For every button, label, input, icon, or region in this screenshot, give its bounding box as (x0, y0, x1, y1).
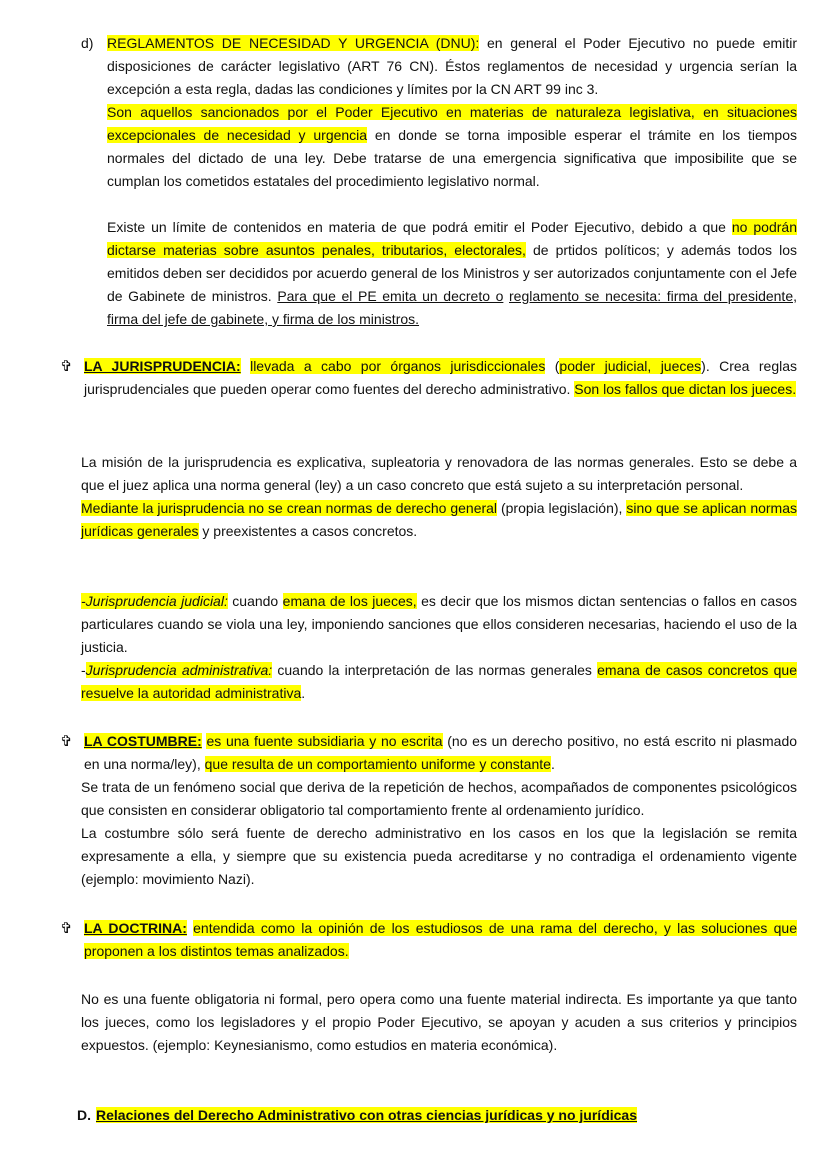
jurisprudencia-types: -Jurisprudencia judicial: cuando emana de los jueces, es decir que los mismos dictan sentencias o fallos en casos particulares cuando se viola una ley, imponiendo sanciones que ellos consideren necesarias, haciendo el uso de la justicia. -Jurisprudencia administrativa: cuando la interpretación de las normas generales emana de casos concretos que resuelve la autoridad administrativa. (81, 593, 798, 701)
cross-bullet-icon: ✞ (60, 358, 73, 375)
section-letter: D. (77, 1107, 91, 1123)
dnu-title: REGLAMENTOS DE NECESIDAD Y URGENCIA (DNU): (107, 35, 480, 51)
jurisprudencia-paragraph-1: La misión de la jurisprudencia es explicativa, supleatoria y renovadora de las normas generales. Esto se debe a que el juez aplica una norma general (ley) a un caso concreto que está sujeto a su interpretación personal. Mediante la jurisprudencia no se crean normas de derecho general (propia legislación), sino que se aplican normas jurídicas generales y preexistentes a casos concretos. (81, 454, 798, 539)
jurisprudencia-administrativa-label: Jurisprudencia administrativa: (85, 662, 273, 678)
jurisprudencia-judicial-label: -Jurisprudencia judicial: (81, 593, 228, 609)
cross-bullet-icon: ✞ (60, 733, 73, 750)
jurisprudencia-heading-paragraph: LA JURISPRUDENCIA: llevada a cabo por órganos jurisdiccionales (poder judicial, jueces). Crea reglas jurisprudenciales que pueden operar como fuentes del derecho administrativo. Son los fallos que dictan los jueces. (84, 358, 797, 397)
section-d-title: Relaciones del Derecho Administrativo con otras ciencias jurídicas y no jurídicas (96, 1107, 637, 1123)
list-marker-d: d) (81, 35, 94, 51)
dnu-signatures: reglamento se necesita: firma del presidente, firma del jefe de gabinete, y firma de los ministros. (107, 288, 797, 327)
dnu-paragraph-2: Existe un límite de contenidos en materia de que podrá emitir el Poder Ejecutivo, debido a que no podrán dictarse materias sobre asuntos penales, tributarios, electorales, de prtidos políticos; y además todos los emitidos deben ser decididos por acuerdo general de los Ministros y ser autorizados conjuntamente con el Jefe de Gabinete de ministros. Para que el PE emita un decreto o reglamento se necesita: firma del presidente, firma del jefe de gabinete, y firma de los ministros. (107, 219, 797, 327)
costumbre-paragraphs: Se trata de un fenómeno social que deriva de la repetición de hechos, acompañados de componentes psicológicos que consisten en considerar obligatorio tal comportamiento frente al ordenamiento jurídico. La costumbre sólo será fuente de derecho administrativo en los casos en los que la legislación se remita expresamente a ella, y siempre que su existencia pueda acreditarse y no contradiga el ordenamiento vigente (ejemplo: movimiento Nazi). (81, 779, 797, 887)
doctrina-heading-paragraph: LA DOCTRINA: entendida como la opinión de los estudiosos de una rama del derecho, y las soluciones que proponen a los distintos temas analizados. (84, 920, 797, 959)
costumbre-heading-paragraph: LA COSTUMBRE: es una fuente subsidiaria y no escrita (no es un derecho positivo, no está escrito ni plasmado en una norma/ley), que resulta de un comportamiento uniforme y constante. (84, 733, 798, 772)
dnu-paragraph-1: REGLAMENTOS DE NECESIDAD Y URGENCIA (DNU): en general el Poder Ejecutivo no puede emitir disposiciones de carácter legislativo (ART 76 CN). Éstos reglamentos de necesidad y urgencia serían la excepción a esta regla, dadas las condiciones y límites por la CN ART 99 inc 3. Son aquellos sancionados por el Poder Ejecutivo en materias de naturaleza legislativa, en situaciones excepcionales de necesidad y urgencia en donde se torna imposible esperar el trámite en los tiempos normales del dictado de una ley. Debe tratarse de una emergencia significativa que imposibilite que se cumplan los cometidos estatales del procedimiento legislativo normal. (107, 35, 797, 189)
dnu-limits-highlight: no podrán dictarse materias sobre asuntos penales, tributarios, electorales, (107, 219, 797, 258)
cross-bullet-icon: ✞ (60, 920, 73, 937)
doctrina-title: LA DOCTRINA: (84, 920, 187, 936)
section-d-heading (96, 1104, 796, 1127)
dnu-definition-highlight: Son aquellos sancionados por el Poder Ejecutivo en materias de naturaleza legislativa, en situaciones excepcionales de necesidad y urgencia (107, 104, 797, 143)
costumbre-title: LA COSTUMBRE: (84, 733, 202, 749)
doctrina-paragraph: No es una fuente obligatoria ni formal, pero opera como una fuente material indirecta. Es importante ya que tanto los jueces, como los legisladores y el propio Poder Ejecutivo, se apoyan y acuden a sus criterios y principios expuestos. (ejemplo: Keynesianismo, como estudios en materia económica). (81, 991, 797, 1053)
jurisprudencia-title: LA JURISPRUDENCIA: (84, 358, 241, 374)
